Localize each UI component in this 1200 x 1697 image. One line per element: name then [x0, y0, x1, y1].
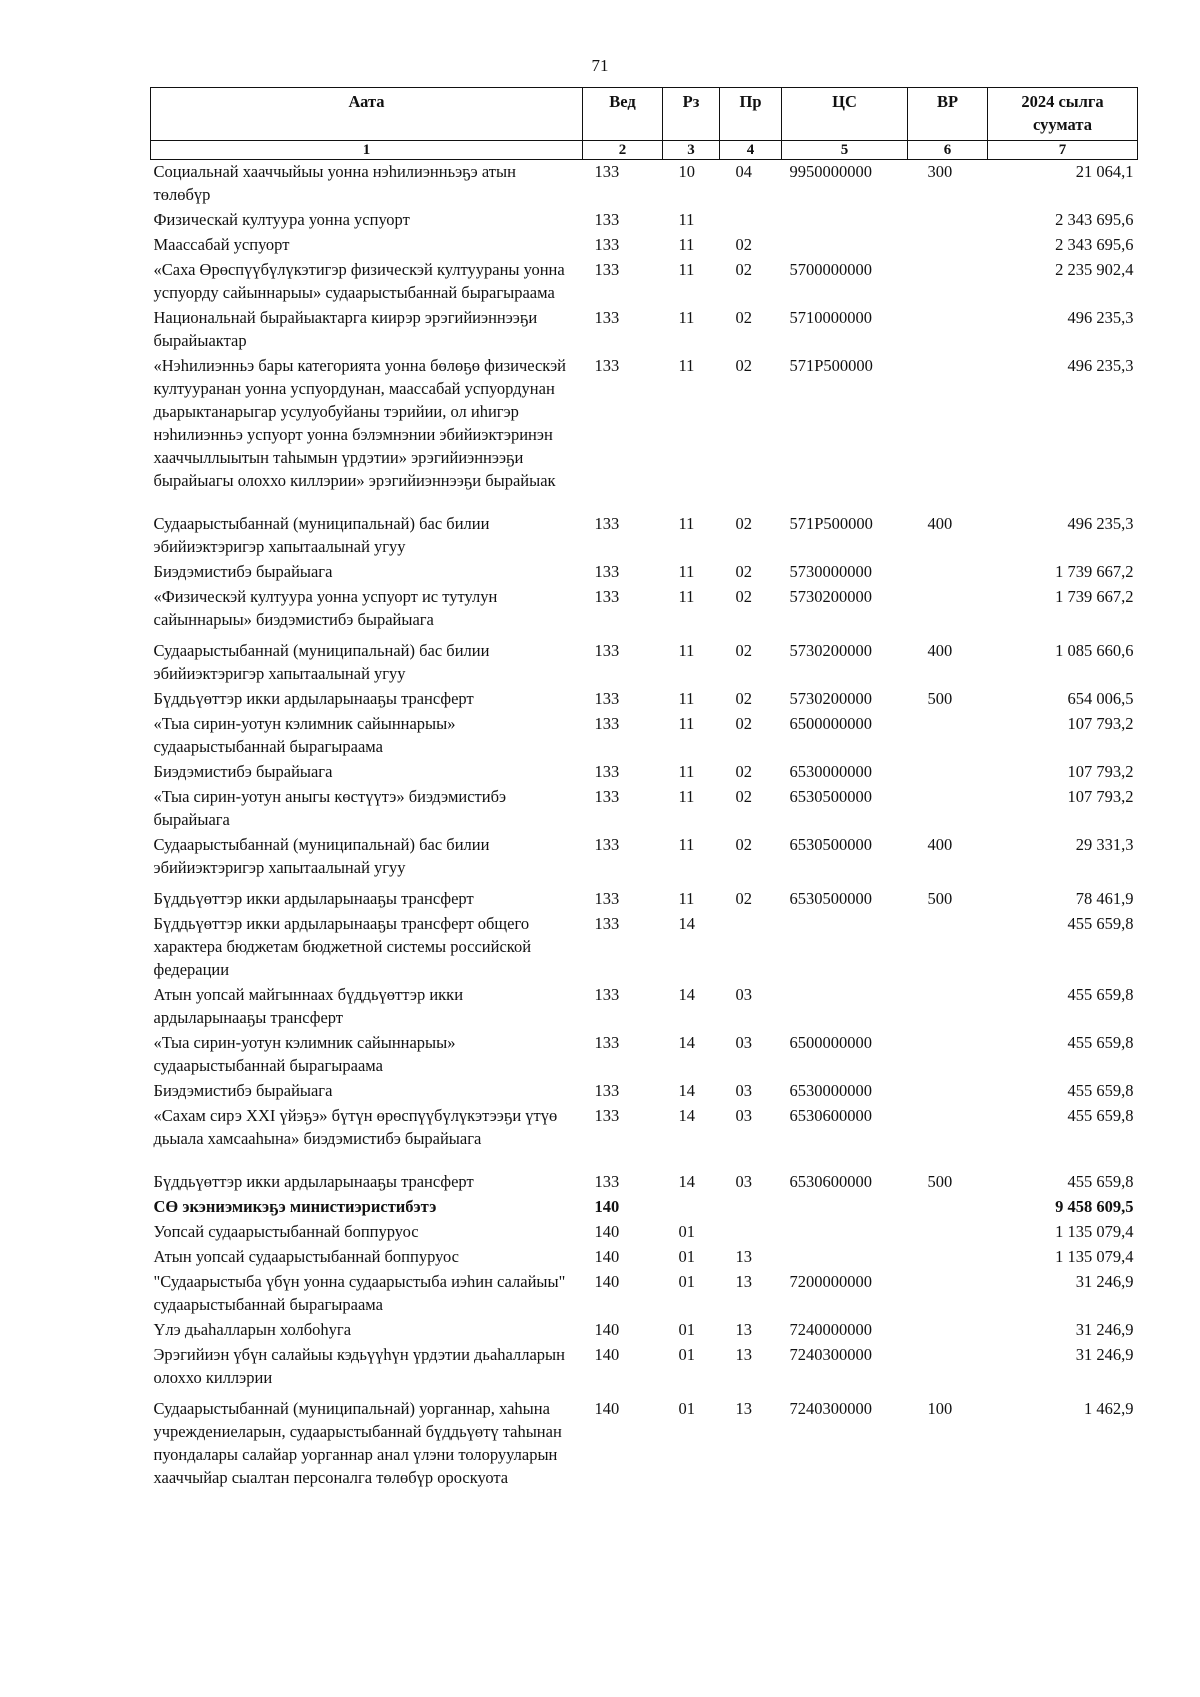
row-vr: [908, 585, 988, 639]
row-sum: 455 659,8: [1067, 914, 1134, 933]
row-sum: 78 461,9: [1075, 889, 1134, 908]
row-cs: 571P500000: [789, 514, 873, 533]
table-row: [151, 354, 1138, 512]
row-cs: 6530500000: [789, 889, 872, 908]
column-number: 2: [583, 141, 663, 160]
row-sum: 1 085 660,6: [1055, 641, 1134, 660]
row-ved: 140: [594, 1197, 620, 1216]
row-name: Биэдэмистибэ бырайыага: [153, 562, 333, 581]
row-ved: 133: [594, 260, 620, 279]
table-row: [151, 585, 1138, 639]
row-vr: [908, 912, 988, 983]
row-vr: 500: [927, 889, 953, 908]
row-vr: 300: [927, 162, 953, 181]
row-rz: 11: [678, 514, 695, 533]
row-pr: 13: [735, 1345, 752, 1364]
table-row: [151, 833, 1138, 887]
row-pr: 13: [735, 1320, 752, 1339]
table-row: [151, 1245, 1138, 1270]
row-cs: 7200000000: [789, 1272, 872, 1291]
row-ved: 133: [594, 787, 620, 806]
row-ved: 133: [594, 835, 620, 854]
row-pr: 02: [735, 714, 752, 733]
row-rz: 11: [678, 787, 695, 806]
row-vr: [908, 1318, 988, 1343]
row-name: Судаарыстыбаннай (муниципальнай) бас билии эбийиэктэригэр хапытаалынай угуу: [153, 641, 490, 683]
row-rz: 14: [678, 914, 695, 933]
row-rz: [663, 1195, 720, 1220]
row-sum: 1 135 079,4: [1055, 1247, 1134, 1266]
row-pr: [720, 208, 782, 233]
row-vr: [908, 1104, 988, 1170]
row-pr: 13: [735, 1399, 752, 1418]
row-ved: 133: [594, 889, 620, 908]
row-cs: [782, 912, 908, 983]
row-rz: 10: [678, 162, 695, 181]
row-pr: 02: [735, 587, 752, 606]
row-rz: 11: [678, 641, 695, 660]
row-vr: [908, 712, 988, 760]
row-ved: 133: [594, 308, 620, 327]
row-name: «Тыа сирин-уотун аныгы көстүүтэ» биэдэмистибэ бырайыага: [153, 787, 507, 829]
row-ved: 133: [594, 914, 620, 933]
table-row: [151, 1220, 1138, 1245]
row-vr: [908, 560, 988, 585]
table-row: [151, 687, 1138, 712]
table-row: [151, 887, 1138, 912]
header-name: Аата: [151, 88, 583, 141]
row-name: Маассабай успуорт: [153, 235, 290, 254]
table-row: [151, 258, 1138, 306]
row-pr: 03: [735, 1081, 752, 1100]
row-cs: 6530500000: [789, 787, 872, 806]
table-column-numbers-row: [151, 141, 1138, 160]
row-sum: 31 246,9: [1075, 1272, 1134, 1291]
row-ved: 140: [594, 1247, 620, 1266]
row-vr: 400: [927, 835, 953, 854]
table-row: [151, 1031, 1138, 1079]
row-ved: 133: [594, 562, 620, 581]
row-vr: [908, 1343, 988, 1397]
row-rz: 14: [678, 1106, 695, 1125]
row-vr: [908, 1220, 988, 1245]
row-ved: 133: [594, 985, 620, 1004]
row-sum: 2 343 695,6: [1055, 210, 1134, 229]
row-sum: 21 064,1: [1075, 162, 1134, 181]
table-row: [151, 1195, 1138, 1220]
table-row: [151, 1343, 1138, 1397]
table-row: [151, 306, 1138, 354]
table-row: [151, 912, 1138, 983]
row-cs: 6530600000: [789, 1106, 872, 1125]
row-ved: 133: [594, 1081, 620, 1100]
row-sum: 9 458 609,5: [1055, 1197, 1134, 1216]
row-pr: [720, 912, 782, 983]
row-cs: 7240000000: [789, 1320, 872, 1339]
table-row: [151, 639, 1138, 687]
row-pr: 02: [735, 308, 752, 327]
row-cs: [782, 1245, 908, 1270]
row-rz: 14: [678, 1081, 695, 1100]
row-vr: [908, 233, 988, 258]
row-name: «Сахам сирэ XXI үйэҕэ» бүтүн өрөспүүбүлүкэтээҕи үтүө дьыала хамсааһына» биэдэмистибэ бырайыага: [153, 1106, 558, 1148]
row-sum: 455 659,8: [1067, 1033, 1134, 1052]
row-rz: 11: [678, 889, 695, 908]
table-row: [151, 512, 1138, 560]
row-ved: 133: [594, 356, 620, 375]
row-name: «Саха Өрөспүүбүлүкэтигэр физическэй култуураны уонна успуорду сайыннарыы» судаарыстыбаннай бырагыраама: [153, 260, 565, 302]
row-vr: 500: [927, 689, 953, 708]
column-number: 6: [908, 141, 988, 160]
row-cs: 6530000000: [789, 762, 872, 781]
table-row: [151, 1170, 1138, 1195]
row-pr: 02: [735, 641, 752, 660]
row-sum: 1 462,9: [1084, 1399, 1134, 1418]
row-ved: 133: [594, 762, 620, 781]
row-cs: [782, 208, 908, 233]
table-row: [151, 1318, 1138, 1343]
row-sum: 31 246,9: [1075, 1345, 1134, 1364]
row-rz: 14: [678, 1172, 695, 1191]
row-name: Бүддьүөттэр икки ардыларынааҕы трансферт: [153, 689, 474, 708]
row-vr: [908, 354, 988, 512]
row-sum: 496 235,3: [1067, 356, 1134, 375]
row-vr: [908, 760, 988, 785]
header-ved: Вед: [583, 88, 663, 141]
budget-table: [150, 87, 1138, 1491]
row-ved: 133: [594, 1033, 620, 1052]
row-sum: 455 659,8: [1067, 1106, 1134, 1125]
row-cs: 7240300000: [789, 1399, 872, 1418]
row-pr: 03: [735, 1172, 752, 1191]
row-sum: 29 331,3: [1075, 835, 1134, 854]
row-rz: 11: [678, 689, 695, 708]
row-vr: 400: [927, 641, 953, 660]
row-name: Уопсай судаарыстыбаннай боппуруос: [153, 1222, 419, 1241]
row-cs: [782, 1195, 908, 1220]
page-number: 71: [591, 56, 609, 75]
row-ved: 140: [594, 1320, 620, 1339]
header-pr: Пр: [720, 88, 782, 141]
row-cs: 6530500000: [789, 835, 872, 854]
row-name: Атын уопсай майгыннаах бүддьүөттэр икки ардыларынааҕы трансферт: [153, 985, 464, 1027]
row-name: СӨ экэниэмикэҕэ министиэристибэтэ: [153, 1197, 437, 1216]
row-name: Атын уопсай судаарыстыбаннай боппуруос: [153, 1247, 459, 1266]
row-name: «Физическэй култуура уонна успуорт ис тутулун сайыннарыы» биэдэмистибэ бырайыага: [153, 587, 498, 629]
table-row: [151, 983, 1138, 1031]
row-ved: 133: [594, 235, 620, 254]
column-number: 5: [782, 141, 908, 160]
row-rz: 11: [678, 235, 695, 254]
row-rz: 14: [678, 1033, 695, 1052]
row-name: Судаарыстыбаннай (муниципальнай) уорганнар, хаһына учреждениеларын, судаарыстыбаннай бүддьүөтү таһынан пуондалары салайар уорганнар анал үлэни толорууларын хааччыйар сыалтан персоналга төлөбүр ороскуота: [153, 1399, 562, 1487]
row-cs: 5730000000: [789, 562, 872, 581]
row-ved: 140: [594, 1399, 620, 1418]
row-name: Бүддьүөттэр икки ардыларынааҕы трансферт: [153, 1172, 474, 1191]
row-cs: 6500000000: [789, 714, 872, 733]
header-sum: 2024 сылга суумата: [988, 88, 1138, 141]
row-cs: 9950000000: [789, 162, 872, 181]
row-rz: 01: [678, 1345, 695, 1364]
row-vr: 500: [927, 1172, 953, 1191]
row-sum: 455 659,8: [1067, 1172, 1134, 1191]
column-number: 1: [151, 141, 583, 160]
row-vr: [908, 1270, 988, 1318]
row-sum: 2 343 695,6: [1055, 235, 1134, 254]
row-pr: 03: [735, 1106, 752, 1125]
row-vr: [908, 785, 988, 833]
row-ved: 140: [594, 1272, 620, 1291]
row-rz: 14: [678, 985, 695, 1004]
row-vr: [908, 1245, 988, 1270]
row-pr: 02: [735, 787, 752, 806]
row-pr: 03: [735, 1033, 752, 1052]
table-row: [151, 1397, 1138, 1491]
row-name: Национальнай бырайыактарга киирэр эрэгийиэннээҕи бырайыактар: [153, 308, 538, 350]
row-ved: 133: [594, 514, 620, 533]
row-vr: [908, 1195, 988, 1220]
row-vr: [908, 208, 988, 233]
header-vr: ВР: [908, 88, 988, 141]
row-sum: 31 246,9: [1075, 1320, 1134, 1339]
row-sum: 1 739 667,2: [1055, 562, 1134, 581]
row-pr: 02: [735, 689, 752, 708]
row-sum: 654 006,5: [1067, 689, 1134, 708]
header-cs: ЦС: [782, 88, 908, 141]
row-name: Физическай култуура уонна успуорт: [153, 210, 410, 229]
row-sum: 455 659,8: [1067, 1081, 1134, 1100]
row-cs: 571P500000: [789, 356, 873, 375]
row-cs: [782, 233, 908, 258]
row-ved: 133: [594, 162, 620, 181]
row-sum: 107 793,2: [1067, 787, 1134, 806]
row-ved: 133: [594, 1172, 620, 1191]
row-vr: 100: [927, 1399, 953, 1418]
row-pr: 03: [735, 985, 752, 1004]
row-cs: 5700000000: [789, 260, 872, 279]
row-pr: [720, 1220, 782, 1245]
row-name: Судаарыстыбаннай (муниципальнай) бас билии эбийиэктэригэр хапытаалынай угуу: [153, 835, 490, 877]
row-ved: 133: [594, 641, 620, 660]
row-sum: 2 235 902,4: [1055, 260, 1134, 279]
row-name: Бүддьүөттэр икки ардыларынааҕы трансферт общего характера бюджетам бюджетной системы российской федерации: [153, 914, 532, 979]
row-cs: 6530600000: [789, 1172, 872, 1191]
table-row: [151, 760, 1138, 785]
row-rz: 11: [678, 835, 695, 854]
row-cs: 5730200000: [789, 587, 872, 606]
row-rz: 11: [678, 587, 695, 606]
row-cs: 7240300000: [789, 1345, 872, 1364]
row-rz: 11: [678, 562, 695, 581]
row-name: Үлэ дьаһалларын холбоһуга: [153, 1320, 352, 1339]
row-cs: [782, 1220, 908, 1245]
row-rz: 11: [678, 308, 695, 327]
row-pr: 02: [735, 260, 752, 279]
row-ved: 133: [594, 210, 620, 229]
row-vr: [908, 306, 988, 354]
row-pr: 02: [735, 235, 752, 254]
table-row: [151, 160, 1138, 209]
table-row: [151, 208, 1138, 233]
row-sum: 1 135 079,4: [1055, 1222, 1134, 1241]
column-number: 7: [988, 141, 1138, 160]
row-sum: 455 659,8: [1067, 985, 1134, 1004]
row-name: «Нэһилиэнньэ бары категорията уонна бөлөҕө физическэй култууранан уонна успуордунан, маассабай успуордунан дьарыктанарыгар усулуобуйаны тэрийии, ол иһигэр нэһилиэнньэ успуорт уонна бэлэмнэнии эбийиэктэринэн хааччыллыытын таһымын үрдэтии» эрэгийиэннээҕи бырайыагы олоххо киллэрии» эрэгийиэннээҕи бырайыак: [153, 356, 567, 490]
row-sum: 1 739 667,2: [1055, 587, 1134, 606]
row-ved: 133: [594, 587, 620, 606]
table-row: [151, 560, 1138, 585]
row-cs: [782, 983, 908, 1031]
row-name: Социальнай хааччыйыы уонна нэһилиэнньэҕэ атын төлөбүр: [153, 162, 516, 204]
table-row: [151, 233, 1138, 258]
row-pr: 13: [735, 1272, 752, 1291]
row-ved: 133: [594, 1106, 620, 1125]
row-name: "Судаарыстыба үбүн уонна судаарыстыба иэһин салайыы" судаарыстыбаннай бырагыраама: [153, 1272, 566, 1314]
row-rz: 11: [678, 210, 695, 229]
row-ved: 133: [594, 714, 620, 733]
row-pr: 02: [735, 562, 752, 581]
row-sum: 107 793,2: [1067, 714, 1134, 733]
row-sum: 496 235,3: [1067, 308, 1134, 327]
row-rz: 01: [678, 1399, 695, 1418]
row-pr: 04: [735, 162, 752, 181]
row-name: Эрэгийиэн үбүн салайыы кэдьүүһүн үрдэтии дьаһалларын олоххо киллэрии: [153, 1345, 565, 1387]
row-name: Бүддьүөттэр икки ардыларынааҕы трансферт: [153, 889, 474, 908]
row-name: «Тыа сирин-уотун кэлимник сайыннарыы» судаарыстыбаннай бырагыраама: [153, 1033, 456, 1075]
row-vr: [908, 1079, 988, 1104]
row-sum: 496 235,3: [1067, 514, 1134, 533]
row-sum: 107 793,2: [1067, 762, 1134, 781]
table-row: [151, 1104, 1138, 1170]
row-cs: 5730200000: [789, 689, 872, 708]
row-rz: 11: [678, 762, 695, 781]
row-vr: [908, 983, 988, 1031]
row-cs: 6500000000: [789, 1033, 872, 1052]
column-number: 4: [720, 141, 782, 160]
row-rz: 01: [678, 1247, 695, 1266]
row-pr: 13: [735, 1247, 752, 1266]
row-cs: 5730200000: [789, 641, 872, 660]
row-ved: 133: [594, 689, 620, 708]
row-rz: 11: [678, 260, 695, 279]
header-rz: Рз: [663, 88, 720, 141]
row-pr: 02: [735, 762, 752, 781]
table-row: [151, 785, 1138, 833]
row-cs: 5710000000: [789, 308, 872, 327]
column-number: 3: [663, 141, 720, 160]
table-row: [151, 712, 1138, 760]
row-name: «Тыа сирин-уотун кэлимник сайыннарыы» судаарыстыбаннай бырагыраама: [153, 714, 456, 756]
row-ved: 140: [594, 1222, 620, 1241]
table-header-row: [151, 88, 1138, 141]
row-pr: [720, 1195, 782, 1220]
row-name: Судаарыстыбаннай (муниципальнай) бас билии эбийиэктэригэр хапытаалынай угуу: [153, 514, 490, 556]
row-vr: [908, 1031, 988, 1079]
row-pr: 02: [735, 356, 752, 375]
row-cs: 6530000000: [789, 1081, 872, 1100]
row-name: Биэдэмистибэ бырайыага: [153, 1081, 333, 1100]
table-row: [151, 1079, 1138, 1104]
row-rz: 01: [678, 1272, 695, 1291]
row-rz: 11: [678, 714, 695, 733]
row-ved: 140: [594, 1345, 620, 1364]
row-vr: 400: [927, 514, 953, 533]
row-rz: 01: [678, 1222, 695, 1241]
row-pr: 02: [735, 889, 752, 908]
row-vr: [908, 258, 988, 306]
row-pr: 02: [735, 514, 752, 533]
row-rz: 01: [678, 1320, 695, 1339]
row-pr: 02: [735, 835, 752, 854]
row-rz: 11: [678, 356, 695, 375]
row-name: Биэдэмистибэ бырайыага: [153, 762, 333, 781]
table-row: [151, 1270, 1138, 1318]
